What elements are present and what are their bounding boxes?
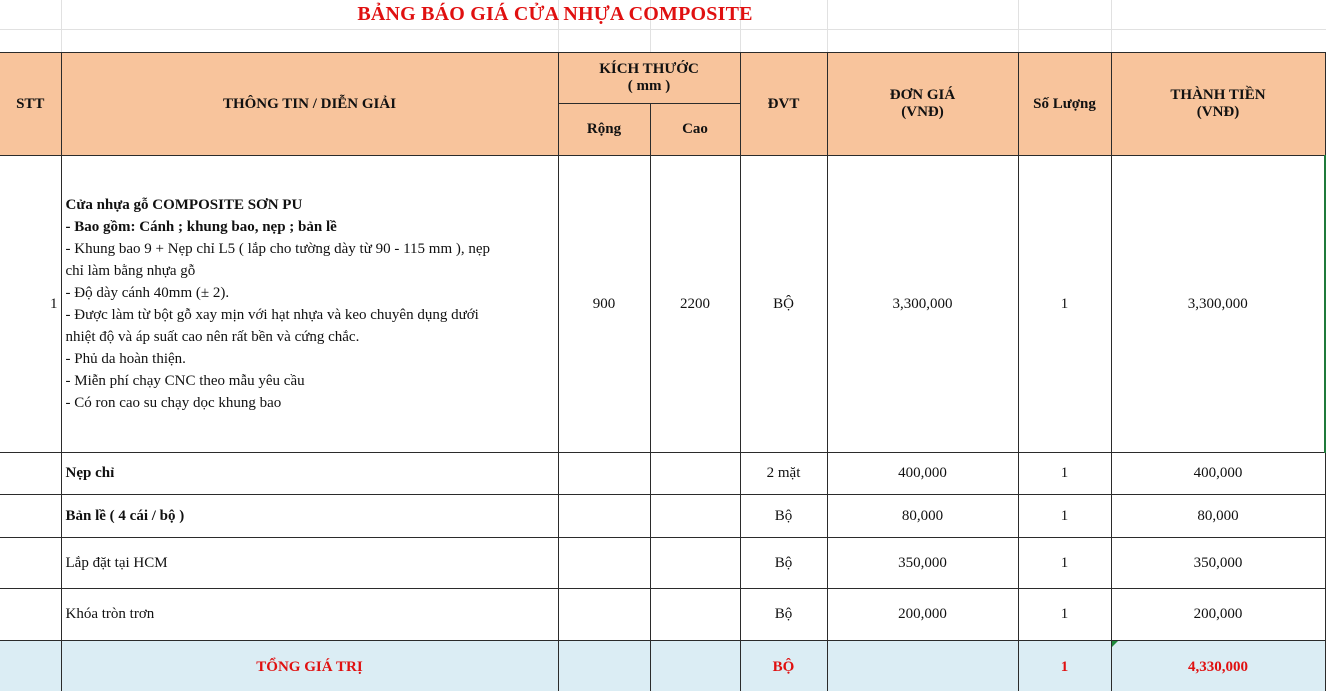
header-unit[interactable]: ĐVT <box>740 53 827 156</box>
table-row <box>0 453 1325 495</box>
cell-width[interactable] <box>558 589 650 641</box>
total-qty[interactable]: 1 <box>1018 641 1111 691</box>
cell-stt[interactable] <box>0 453 61 495</box>
cell-height[interactable] <box>650 589 740 641</box>
header-height[interactable]: Cao <box>650 104 740 156</box>
cell-description[interactable]: Lắp đặt tại HCM <box>61 538 558 589</box>
header-price[interactable] <box>827 53 1018 156</box>
cell-stt[interactable] <box>0 538 61 589</box>
desc-line: - Được làm từ bột gỗ xay mịn với hạt nhựa và keo chuyên dụng dưới <box>65 307 479 323</box>
cell-total[interactable]: 80,000 <box>1111 495 1325 538</box>
cell-height[interactable]: 2200 <box>650 156 740 453</box>
cell-price[interactable] <box>827 641 1018 691</box>
cell-qty[interactable]: 1 <box>1018 453 1111 495</box>
cell-height[interactable] <box>650 453 740 495</box>
cell-total[interactable]: 3,300,000 <box>1111 156 1325 453</box>
cell-description[interactable]: Bản lề ( 4 cái / bộ ) <box>61 495 558 538</box>
cell-width[interactable] <box>558 641 650 691</box>
header-stt[interactable]: STT <box>0 53 61 156</box>
desc-title: Cửa nhựa gỗ COMPOSITE SƠN PU <box>65 197 303 213</box>
table-row <box>0 495 1325 538</box>
sheet-title: BẢNG BÁO GIÁ CỬA NHỰA COMPOSITE <box>357 3 753 25</box>
cell-description[interactable]: Khóa tròn trơn <box>61 589 558 641</box>
cell-stt[interactable] <box>0 641 61 691</box>
cell-description[interactable] <box>61 156 558 453</box>
desc-line: - Có ron cao su chạy dọc khung bao <box>65 395 282 411</box>
cell-unit[interactable]: 2 mặt <box>740 453 827 495</box>
header-width[interactable]: Rộng <box>558 104 650 156</box>
header-price-line2: (VNĐ) <box>901 104 944 120</box>
cell-total[interactable]: 400,000 <box>1111 453 1325 495</box>
header-price-line1: ĐƠN GIÁ <box>889 87 956 103</box>
cell-unit[interactable]: BỘ <box>740 156 827 453</box>
quote-table <box>0 52 1326 691</box>
cell-unit[interactable]: Bộ <box>740 495 827 538</box>
total-unit[interactable]: BỘ <box>740 641 827 691</box>
table-row <box>0 538 1325 589</box>
cell-stt[interactable]: 1 <box>0 156 61 453</box>
cell-price[interactable]: 200,000 <box>827 589 1018 641</box>
cell-price[interactable]: 3,300,000 <box>827 156 1018 453</box>
cell-width[interactable] <box>558 495 650 538</box>
cell-qty[interactable]: 1 <box>1018 156 1111 453</box>
cell-qty[interactable]: 1 <box>1018 495 1111 538</box>
cell-price[interactable]: 350,000 <box>827 538 1018 589</box>
cell-description[interactable]: Nẹp chỉ <box>61 453 558 495</box>
cell-unit[interactable]: Bộ <box>740 538 827 589</box>
header-total-line1: THÀNH TIỀN <box>1170 87 1266 103</box>
gridline <box>1111 0 1112 52</box>
desc-line: - Miễn phí chạy CNC theo mẫu yêu cầu <box>65 373 305 389</box>
comment-indicator-icon <box>1112 641 1118 647</box>
cell-qty[interactable]: 1 <box>1018 538 1111 589</box>
header-size-line2: ( mm ) <box>627 78 671 94</box>
header-total[interactable] <box>1111 53 1325 156</box>
desc-line: nhiệt độ và áp suất cao nên rất bền và cứng chắc. <box>65 329 360 345</box>
cell-stt[interactable] <box>0 495 61 538</box>
total-label[interactable]: TỔNG GIÁ TRỊ <box>61 641 558 691</box>
desc-line: - Phủ da hoàn thiện. <box>65 351 186 367</box>
cell-height[interactable] <box>650 495 740 538</box>
cell-total[interactable]: 200,000 <box>1111 589 1325 641</box>
table-row-main-item <box>0 156 1325 453</box>
cell-width[interactable] <box>558 538 650 589</box>
header-info[interactable]: THÔNG TIN / DIỄN GIẢI <box>61 53 558 156</box>
cell-price[interactable]: 80,000 <box>827 495 1018 538</box>
cell-height[interactable] <box>650 538 740 589</box>
table-row-total <box>0 641 1325 691</box>
desc-line: - Khung bao 9 + Nẹp chỉ L5 ( lắp cho tường dày từ 90 - 115 mm ), nẹp <box>65 241 491 257</box>
desc-includes: - Bao gồm: Cánh ; khung bao, nẹp ; bản lề <box>65 219 337 235</box>
gridline <box>0 29 1326 30</box>
header-size[interactable] <box>558 53 740 104</box>
header-qty[interactable]: Số Lượng <box>1018 53 1111 156</box>
cell-height[interactable] <box>650 641 740 691</box>
cell-width[interactable]: 900 <box>558 156 650 453</box>
total-amount[interactable]: 4,330,000 <box>1111 641 1325 691</box>
desc-line: - Độ dày cánh 40mm (± 2). <box>65 285 230 301</box>
header-total-line2: (VNĐ) <box>1196 104 1240 120</box>
cell-unit[interactable]: Bộ <box>740 589 827 641</box>
cell-qty[interactable]: 1 <box>1018 589 1111 641</box>
cell-width[interactable] <box>558 453 650 495</box>
header-size-line1: KÍCH THƯỚC <box>599 61 699 77</box>
table-row <box>0 589 1325 641</box>
cell-price[interactable]: 400,000 <box>827 453 1018 495</box>
desc-line: chỉ làm bằng nhựa gỗ <box>65 263 196 279</box>
cell-stt[interactable] <box>0 589 61 641</box>
cell-total[interactable]: 350,000 <box>1111 538 1325 589</box>
